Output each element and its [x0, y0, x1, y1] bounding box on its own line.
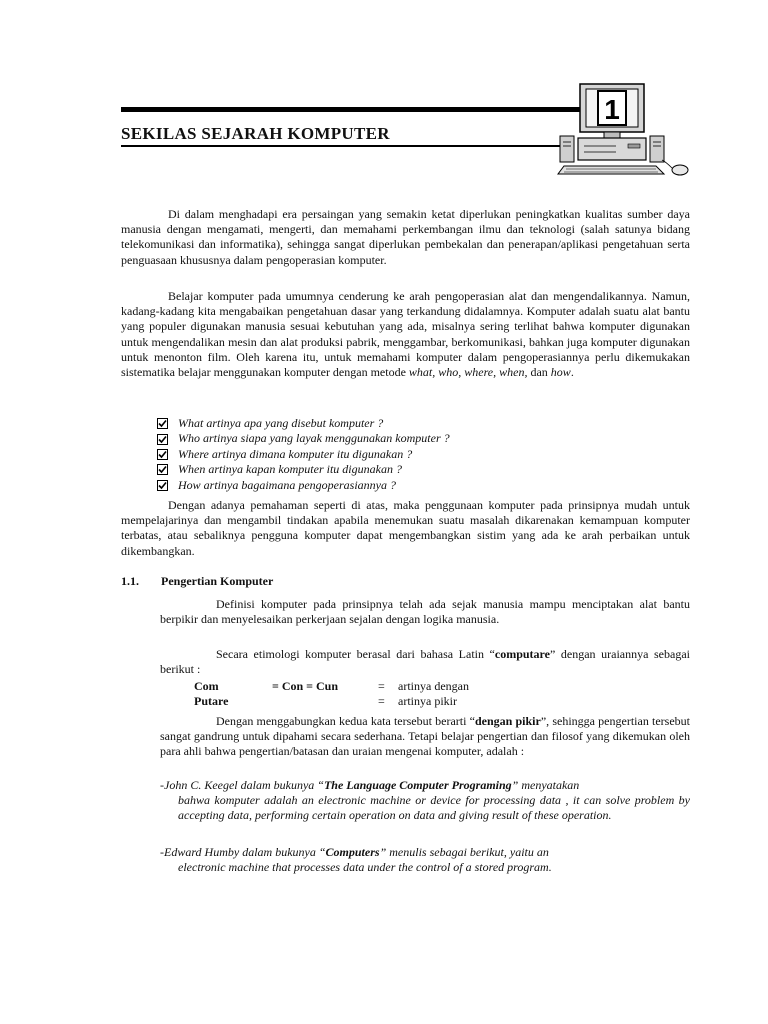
- definition-term: Putare: [194, 694, 229, 708]
- section-number: 1.1.: [121, 574, 139, 588]
- checked-box-icon: [157, 480, 168, 491]
- quote-keegel-book: The Language Computer Programing: [323, 778, 512, 792]
- p6-bold: dengan pikir: [474, 714, 541, 728]
- quote-humby-part-a: -Edward Humby dalam bukunya “: [160, 845, 326, 859]
- intro-paragraph-2-main: Belajar komputer pada umumnya cenderung ke arah pengoperasian alat dan mengendalikannya. Namun, kadang-kadang kita mengabaikan pengetahuan dasar yang terkandung didalamnya. Komputer adalah suatu alat bantu yang populer digunakan manusia sesuai kebutuhan yang ada, misalnya sering terlihat bahwa komputer digunakan untuk mengendalikan mesin dan alat produksi pabrik, menggambar, berkomunikasi, bahkan juga komputer digunakan untuk menonton film. Oleh karena itu, untuk memahami komputer dalam pengoperasiannya perlu dikemukakan sistematika belajar menggunakan komputer dengan metode: [121, 289, 690, 380]
- section-heading: [121, 574, 273, 589]
- definition-separator: =: [378, 679, 385, 693]
- p5-bold: computare: [494, 647, 550, 661]
- p6-part-b: ”, sehingga pengertian tersebut sangat gandrung untuk dipahami secara sederhana. Tetapi belajar pengertian dan filosof yang dikemukan oleh para ahli bahwa pengertian/batasan dan uraian mengenai komputer, adalah :: [160, 714, 690, 759]
- intro-paragraph-2-end: .: [570, 365, 574, 380]
- quote-humby-book: Computers: [325, 845, 380, 859]
- intro-paragraph-2-how: how: [550, 365, 571, 380]
- intro-paragraph-1: Di dalam menghadapi era persaingan yang semakin ketat diperlukan peningkatkan kualitas sumber daya manusia dengan mengamati, mengerti, dan memahami perkembangan ilmu dan teknologi (salah satunya bidang telekomunikasi dan informatika), sehingga sangat diperlukan pembekalan dan penerapan/aplikasi pengetahuan serta penguasaan khususnya dalam pengoperasian komputer.: [121, 207, 690, 267]
- definition-row: [194, 679, 469, 694]
- header-rule-thick: [121, 107, 581, 112]
- checklist-item: [157, 416, 677, 431]
- definition-quote-keegel: [160, 778, 690, 824]
- checklist-item: [157, 447, 677, 462]
- checklist-item-text: What artinya apa yang disebut komputer ?: [178, 416, 384, 430]
- quote-humby-text: electronic machine that processes data under the control of a stored program.: [178, 860, 552, 875]
- checklist: [157, 416, 677, 493]
- checklist-item: [157, 462, 677, 477]
- quote-humby-line: [160, 845, 690, 860]
- intro-paragraph-2: [121, 289, 690, 380]
- chapter-title: SEKILAS SEJARAH KOMPUTER: [121, 124, 390, 143]
- checklist-item: [157, 431, 677, 446]
- checklist-item-text: Who artinya siapa yang layak menggunakan komputer ?: [178, 431, 450, 446]
- quote-keegel-part-b: ” menyatakan: [511, 778, 580, 792]
- definition-equivalents: = Con = Cun: [272, 679, 339, 693]
- definition-separator: =: [378, 694, 385, 708]
- checklist-item-text: How artinya bagaimana pengoperasiannya ?: [178, 477, 396, 492]
- section-paragraph-1: Definisi komputer pada prinsipnya telah ada sejak manusia mampu menciptakan alat bantu berpikir dan menyelesaikan perkerjaan sejalan dengan logika manusia.: [160, 597, 690, 627]
- section-paragraph-2: [160, 647, 690, 677]
- checked-box-icon: [157, 464, 168, 475]
- definition-quote-humby: [160, 845, 690, 875]
- checklist-item: [157, 478, 677, 493]
- definition-term: Com: [194, 679, 219, 693]
- quote-keegel-text: bahwa komputer adalah an electronic machine or device for processing data , it can solve problem by accepting data, performing certain operation on data and giving result of these operation.: [178, 793, 690, 823]
- chapter-number: 1: [604, 94, 620, 125]
- definition-meaning: artinya dengan: [398, 679, 469, 693]
- p5-part-a: Secara etimologi komputer berasal dari bahasa Latin “: [216, 647, 495, 661]
- quote-keegel-part-a: -John C. Keegel dalam bukunya “: [160, 778, 324, 792]
- computer-illustration-icon: [556, 80, 692, 180]
- intro-paragraph-2-italic: what, who, where, when,: [408, 365, 528, 380]
- quote-humby-part-b: ” menulis sebagai berikut, yaitu an: [379, 845, 549, 859]
- etymology-definitions: [194, 679, 469, 709]
- header-rule-thin: [121, 145, 563, 147]
- section-title: Pengertian Komputer: [161, 574, 274, 588]
- intro-paragraph-2-and: dan: [527, 365, 551, 380]
- intro-paragraph-3: Dengan adanya pemahaman seperti di atas, maka penggunaan komputer pada prinsipnya mudah untuk mempelajarinya dan mengambil tindakan apabila menemukan suatu masalah dikarenakan kemampuan komputer terbatas, atau sebaliknya pengguna komputer dapat mengembangkan sistim yang ada ke arah perbaikan untuk dikembangkan.: [121, 498, 690, 558]
- checklist-item-text: Where artinya dimana komputer itu digunakan ?: [178, 446, 413, 461]
- checked-box-icon: [157, 418, 168, 429]
- checklist-item-text: When artinya kapan komputer itu digunakan ?: [178, 462, 402, 477]
- p6-part-a: Dengan menggabungkan kedua kata tersebut berarti “: [216, 714, 475, 728]
- quote-keegel-line: [160, 778, 690, 793]
- section-paragraph-3: [160, 714, 690, 760]
- p5-part-b: ” dengan uraiannya sebagai berikut :: [160, 647, 690, 677]
- definition-equivalents: [272, 694, 378, 709]
- checked-box-icon: [157, 434, 168, 445]
- definition-row: [194, 694, 469, 709]
- checked-box-icon: [157, 449, 168, 460]
- definition-meaning: artinya pikir: [398, 694, 457, 708]
